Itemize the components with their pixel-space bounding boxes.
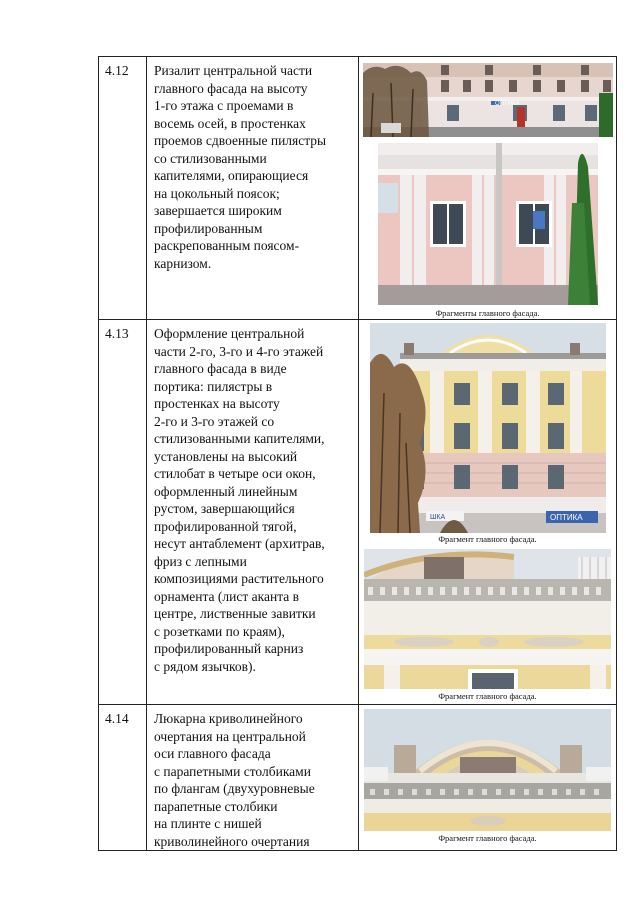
row-description: Оформление центральной части 2-го, 3-го и 4-го этажей главного фасада в виде портика: пилястры в простенках на высоту 2-го и 3-го этажей со стилизованными капителями, установлены на высокий стилобат в четыре оси окон, оформленный линейным рустом, завершающийся профилированной тягой, несут антаблемент (архитрав, фриз с лепными композициями растительного орнамента (лист аканта в центре, лиственные завитки с розетками по краям), профилированный карниз с рядом язычков). [147, 320, 359, 705]
photo-caption: Фрагмент главного фасада. [438, 833, 537, 843]
row-number: 4.14 [99, 705, 147, 851]
photo-cell [359, 705, 617, 851]
photo-caption: Фрагменты главного фасада. [435, 308, 540, 318]
facade-photo-lucarne [364, 709, 611, 831]
table-row-4-12 [99, 57, 617, 320]
facade-photo-portico [370, 323, 606, 533]
optika-sign: ОПТИКА [549, 513, 583, 522]
facade-photo-entablature [364, 549, 611, 689]
row-description: Люкарна криволинейного очертания на центральной оси главного фасада с парапетными столбиками по флангам (двухуровневые парапетные столбики на плинте с нишей криволинейного очертания [147, 705, 359, 851]
optika-sign: ОПТИКА [494, 101, 519, 107]
photo-caption: Фрагмент главного фасада. [438, 534, 537, 544]
facade-photo-wide [363, 63, 613, 137]
table-row-4-13 [99, 320, 617, 705]
photo-cell [359, 320, 617, 705]
facade-photo-pilasters [378, 143, 598, 305]
row-number: 4.12 [99, 57, 147, 320]
row-description: Ризалит центральной части главного фасада на высоту 1-го этажа с проемами в восемь осей, в простенках проемов сдвоенные пилястры со стилизованными капителями, опирающиеся на цокольный поясок; завершается широким профилированным раскрепованным поясом- карнизом. [147, 57, 359, 320]
monuments-table [98, 56, 617, 851]
photo-caption: Фрагмент главного фасада. [438, 691, 537, 701]
row-number: 4.13 [99, 320, 147, 705]
shka-sign: ШКА [429, 514, 445, 521]
table-row-4-14 [99, 705, 617, 851]
photo-cell [359, 57, 617, 320]
